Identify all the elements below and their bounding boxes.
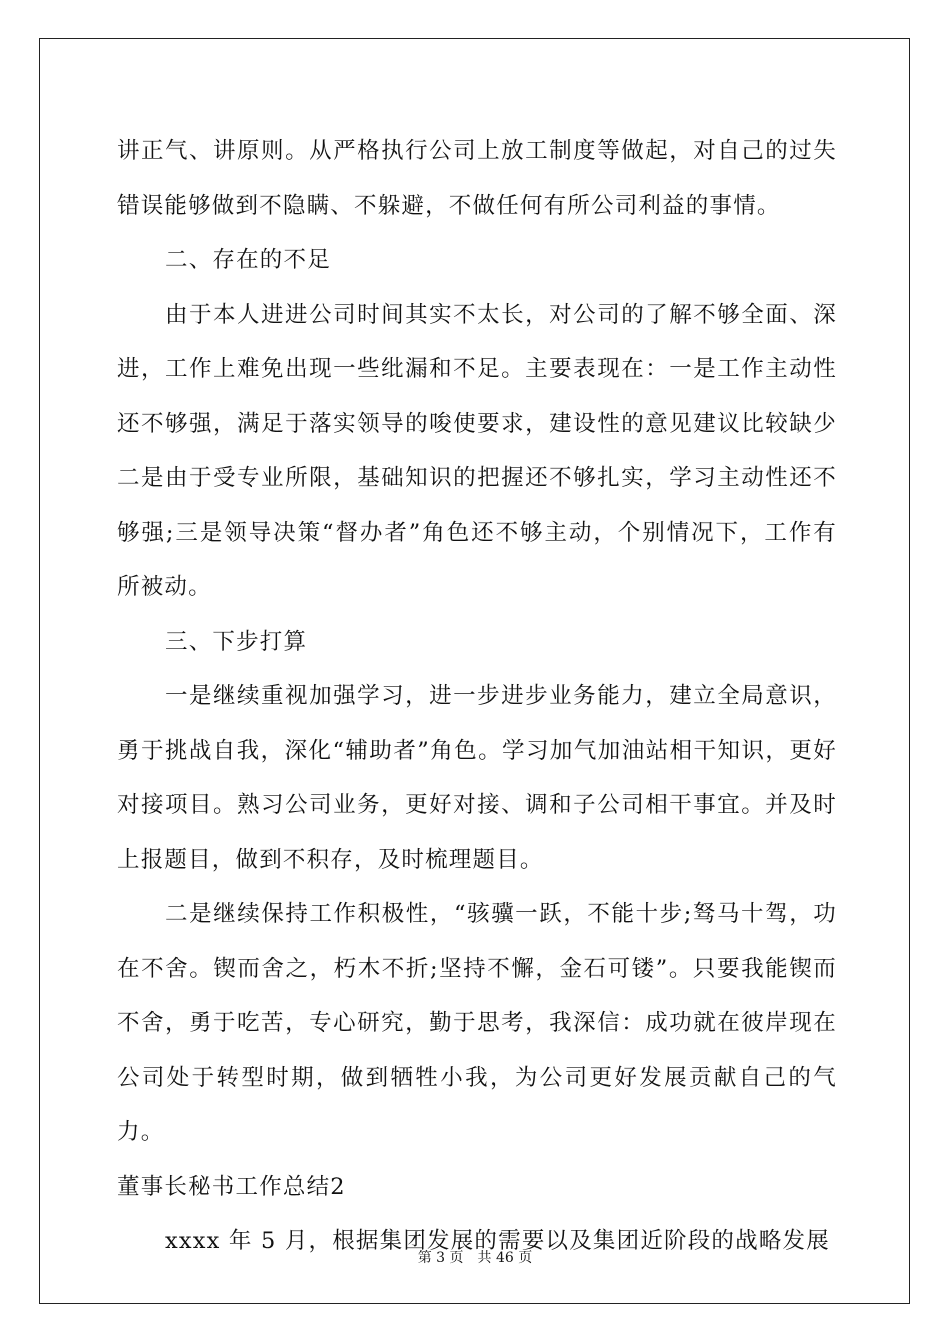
document-body <box>117 124 837 1269</box>
page-footer <box>0 1247 950 1267</box>
document-title: 董事长秘书工作总结2 <box>117 1173 346 1200</box>
section-heading-next-steps: 三、下步打算 <box>165 628 308 655</box>
paragraph-intro: xxxx 年 5 月，根据集团发展的需要以及集团近阶段的战略发展 <box>165 1228 830 1254</box>
paragraph-plan-two: 二是继续保持工作积极性，“骇骥一跃，不能十步;驽马十驾，功在不舍。锲而舍之，朽木不折;坚持不懈，金石可镂”。只要我能锲而不舍，勇于吃苦，专心研究，勤于思考，我深信：成功就在彼岸现在公司处于转型时期，做到牺牲小我，为公司更好发展贡献自己的气力。 <box>117 901 837 1145</box>
page-number: 第 3 页 <box>417 1250 464 1266</box>
page-total: 共 46 页 <box>477 1250 533 1266</box>
paragraph-plan-one: 一是继续重视加强学习，进一步进步业务能力，建立全局意识，勇于挑战自我，深化“辅助者”角色。学习加气加油站相干知识，更好对接项目。熟习公司业务，更好对接、调和子公司相干事宜。并及时上报题目，做到不积存，及时梳理题目。 <box>117 683 837 873</box>
paragraph-continuation: 讲正气、讲原则。从严格执行公司上放工制度等做起，对自己的过失错误能够做到不隐瞒、不躲避，不做任何有所公司利益的事情。 <box>117 138 837 219</box>
section-heading-shortcomings: 二、存在的不足 <box>165 247 331 273</box>
paragraph-shortcomings: 由于本人进进公司时间其实不太长，对公司的了解不够全面、深进，工作上难免出现一些纰漏和不足。主要表现在：一是工作主动性还不够强，满足于落实领导的唆使要求，建设性的意见建议比较缺少二是由于受专业所限，基础知识的把握还不够扎实，学习主动性还不够强;三是领导决策“督办者”角色还不够主动，个别情况下，工作有所被动。 <box>117 301 837 600</box>
